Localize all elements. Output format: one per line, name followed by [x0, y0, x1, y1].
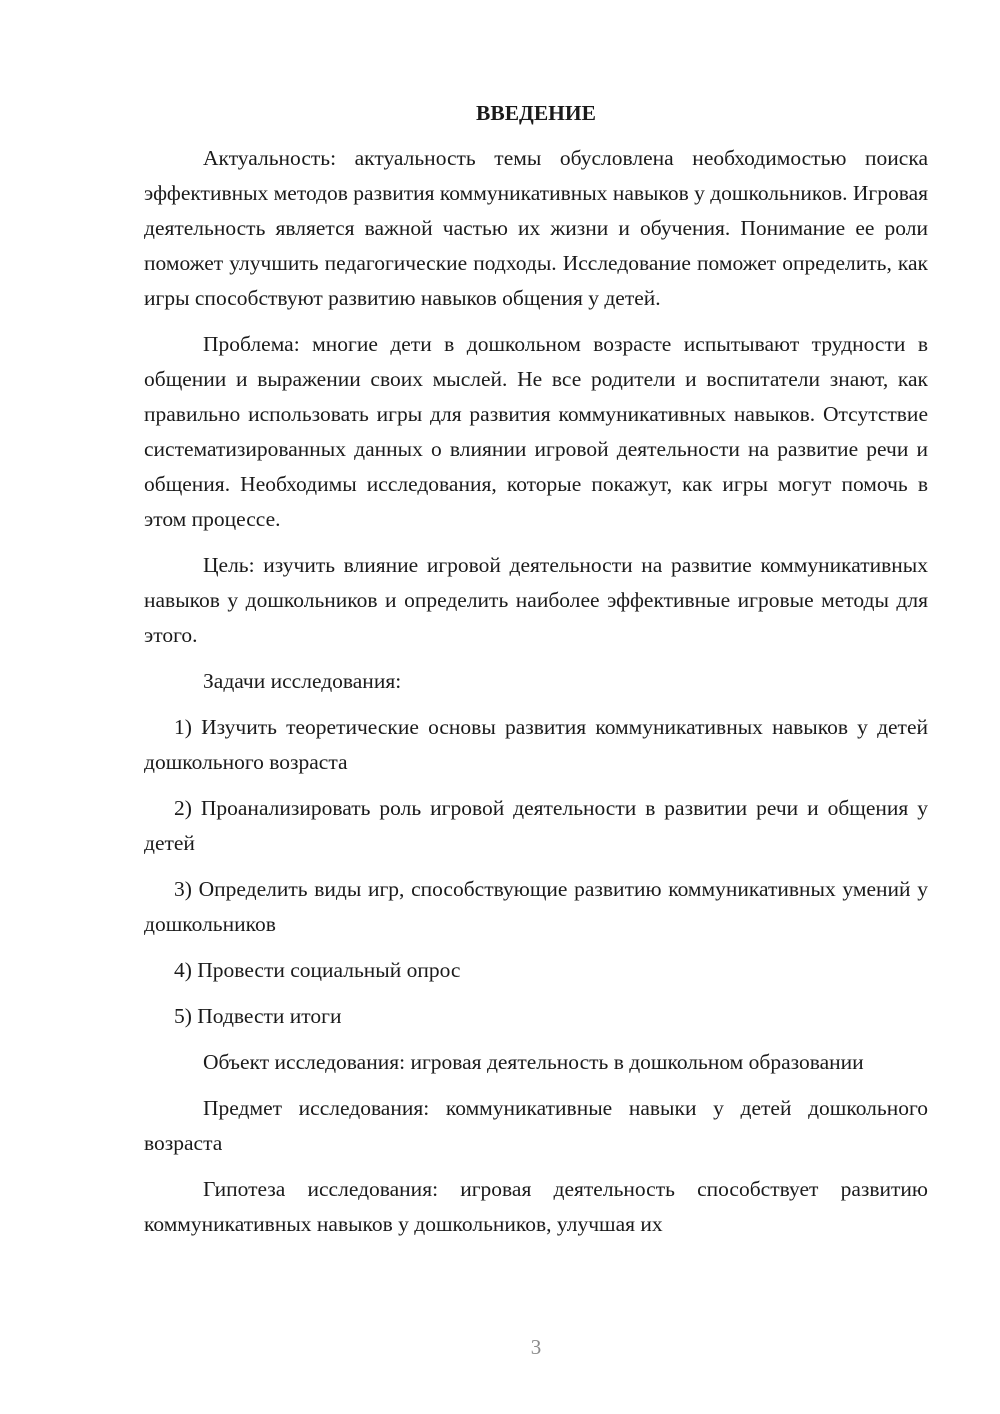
paragraph-problem: Проблема: многие дети в дошкольном возрасте испытывают трудности в общении и выражении своих мыслей. Не все родители и воспитатели знают, как правильно использовать игры для развития коммуникативных навыков. Отсутствие систематизированных данных о влиянии игровой деятельности на развитие речи и общения. Необходимы исследования, которые покажут, как игры могут помочь в этом процессе.	[144, 332, 928, 531]
page-number: 3	[530, 1335, 542, 1359]
task-item: 3) Определить виды игр, способствующие развитию коммуникативных умений у дошкольников	[144, 877, 928, 936]
paragraph-relevance: Актуальность: актуальность темы обусловлена необходимостью поиска эффективных методов развития коммуникативных навыков у дошкольников. Игровая деятельность является важной частью их жизни и обучения. Понимание ее роли поможет улучшить педагогические подходы. Исследование поможет определить, как игры способствуют развитию навыков общения у детей.	[144, 146, 928, 310]
task-item: 1) Изучить теоретические основы развития коммуникативных навыков у детей дошкольного возраста	[144, 715, 928, 774]
paragraph-subject: Предмет исследования: коммуникативные навыки у детей дошкольного возраста	[144, 1096, 928, 1155]
page-content	[144, 96, 928, 1253]
tasks-heading: Задачи исследования:	[203, 669, 402, 693]
paragraph-hypothesis: Гипотеза исследования: игровая деятельность способствует развитию коммуникативных навыков у дошкольников, улучшая их	[144, 1177, 928, 1236]
task-item: 4) Провести социальный опрос	[174, 958, 461, 982]
task-item: 5) Подвести итоги	[174, 1004, 342, 1028]
task-item: 2) Проанализировать роль игровой деятельности в развитии речи и общения у детей	[144, 796, 928, 855]
section-title: ВВЕДЕНИЕ	[476, 101, 596, 125]
paragraph-goal: Цель: изучить влияние игровой деятельности на развитие коммуникативных навыков у дошкольников и определить наиболее эффективные игровые методы для этого.	[144, 553, 928, 647]
paragraph-object: Объект исследования: игровая деятельность в дошкольном образовании	[203, 1050, 864, 1074]
